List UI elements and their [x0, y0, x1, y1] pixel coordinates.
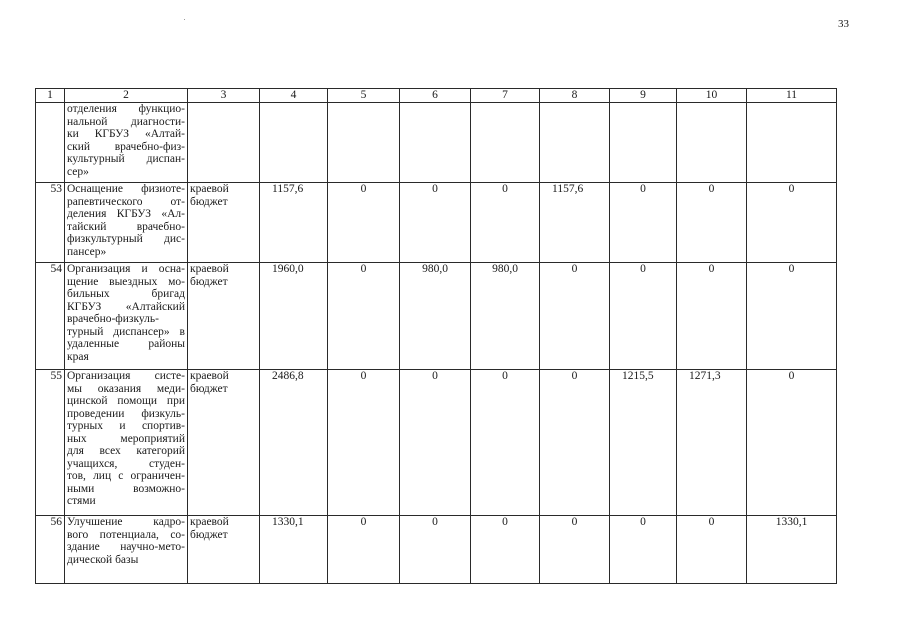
source-cell [188, 103, 260, 183]
value-cell [328, 103, 400, 183]
name-line: стями [67, 495, 96, 507]
value-cell: 0 [328, 263, 400, 370]
value-cell [400, 103, 471, 183]
budget-table [35, 88, 837, 584]
name-line: дической базы [67, 553, 139, 566]
table-row-54 [36, 263, 837, 370]
header-cell: 6 [400, 89, 471, 103]
header-cell: 8 [540, 89, 610, 103]
value-cell: 0 [677, 263, 747, 370]
name-line: рапевтического от- [67, 195, 185, 208]
table-row-53 [36, 183, 837, 263]
row-number: 56 [36, 516, 65, 584]
name-line: пансер» [67, 245, 107, 258]
row-number [36, 103, 65, 183]
value-total: 2486,8 [260, 370, 328, 516]
name-line: культурный диспан- [67, 153, 185, 165]
source-cell [188, 516, 260, 584]
name-line: сер» [67, 165, 89, 178]
value-cell: 1157,6 [540, 183, 610, 263]
value-cell [540, 103, 610, 183]
value-cell: 980,0 [471, 263, 540, 370]
header-row [36, 89, 837, 103]
value-cell: 0 [610, 263, 677, 370]
source-cell [188, 183, 260, 263]
header-cell: 2 [65, 89, 188, 103]
name-line: здание научно-мето- [67, 541, 185, 553]
value-total: 1960,0 [260, 263, 328, 370]
header-cell: 11 [747, 89, 837, 103]
name-line: тов, лиц с ограничен- [67, 470, 185, 482]
row-name [65, 516, 188, 584]
value-cell: 0 [610, 183, 677, 263]
value-cell: 0 [328, 516, 400, 584]
value-cell: 0 [610, 516, 677, 584]
header-cell: 1 [36, 89, 65, 103]
name-line: турных и спортив- [67, 420, 185, 432]
source-line: краевой [190, 183, 229, 195]
name-line: КГБУЗ «Алтайский [67, 300, 185, 313]
value-cell: 0 [328, 370, 400, 516]
value-cell: 0 [747, 370, 837, 516]
name-line: для всех категорий [67, 445, 185, 457]
name-line: отделения функцио- [67, 103, 185, 115]
source-line: бюджет [190, 382, 228, 395]
value-cell: 0 [540, 370, 610, 516]
name-line: ский врачебно-физ- [67, 140, 185, 153]
value-cell: 0 [540, 516, 610, 584]
value-cell: 0 [471, 183, 540, 263]
source-cell [188, 263, 260, 370]
header-cell: 3 [188, 89, 260, 103]
name-line: врачебно-физкуль- [67, 313, 159, 325]
row-number: 54 [36, 263, 65, 370]
name-line: края [67, 350, 89, 363]
value-cell: 0 [400, 516, 471, 584]
value-cell: 1271,3 [677, 370, 747, 516]
value-cell: 0 [471, 516, 540, 584]
source-line: краевой [190, 263, 229, 275]
name-line: Организация и осна- [67, 263, 185, 275]
source-line: бюджет [190, 195, 228, 208]
value-cell: 0 [328, 183, 400, 263]
name-line: вого потенциала, со- [67, 528, 185, 541]
value-cell: 1215,5 [610, 370, 677, 516]
row-number: 53 [36, 183, 65, 263]
row-name [65, 263, 188, 370]
value-cell: 0 [747, 263, 837, 370]
header-cell: 7 [471, 89, 540, 103]
value-cell [677, 103, 747, 183]
table-row-55 [36, 370, 837, 516]
name-line: нальной диагности- [67, 115, 185, 128]
value-cell: 0 [400, 370, 471, 516]
row-name [65, 183, 188, 263]
value-cell: 0 [540, 263, 610, 370]
value-cell: 1330,1 [747, 516, 837, 584]
table-row-continuation [36, 103, 837, 183]
name-line: тайский врачебно- [67, 220, 185, 233]
value-cell: 0 [400, 183, 471, 263]
value-cell: 980,0 [400, 263, 471, 370]
header-cell: 4 [260, 89, 328, 103]
source-line: бюджет [190, 528, 228, 541]
value-cell [260, 103, 328, 183]
name-line: мы оказания меди- [67, 382, 185, 395]
name-line: щение выездных мо- [67, 275, 185, 288]
value-cell [610, 103, 677, 183]
value-cell [471, 103, 540, 183]
name-line: физкультурный дис- [67, 233, 185, 245]
header-cell: 9 [610, 89, 677, 103]
header-cell: 10 [677, 89, 747, 103]
value-cell [747, 103, 837, 183]
name-line: Улучшение кадро- [67, 516, 185, 528]
name-line: цинской помощи при [67, 395, 185, 407]
source-line: краевой [190, 370, 229, 382]
name-line: учащихся, студен- [67, 457, 185, 470]
row-number: 55 [36, 370, 65, 516]
source-cell [188, 370, 260, 516]
name-line: проведении физкуль- [67, 407, 185, 420]
name-line: деления КГБУЗ «Ал- [67, 208, 185, 220]
row-name [65, 103, 188, 183]
value-cell: 0 [471, 370, 540, 516]
row-name [65, 370, 188, 516]
value-cell: 0 [747, 183, 837, 263]
header-cell: 5 [328, 89, 400, 103]
name-line: удаленные районы [67, 338, 185, 350]
value-cell: 0 [677, 183, 747, 263]
name-line: бильных бригад [67, 288, 185, 300]
table-row-56 [36, 516, 837, 584]
source-line: краевой [190, 516, 229, 528]
name-line: ки КГБУЗ «Алтай- [67, 128, 185, 140]
scan-speck [184, 19, 185, 20]
value-cell: 0 [677, 516, 747, 584]
page-number: 33 [838, 18, 849, 30]
name-line: ных мероприятий [67, 432, 185, 445]
name-line: Оснащение физиоте- [67, 183, 185, 195]
value-total: 1157,6 [260, 183, 328, 263]
source-line: бюджет [190, 275, 228, 288]
name-line: Организация систе- [67, 370, 185, 382]
name-line: турный диспансер» в [67, 325, 185, 338]
name-line: ными возможно- [67, 482, 185, 495]
value-total: 1330,1 [260, 516, 328, 584]
